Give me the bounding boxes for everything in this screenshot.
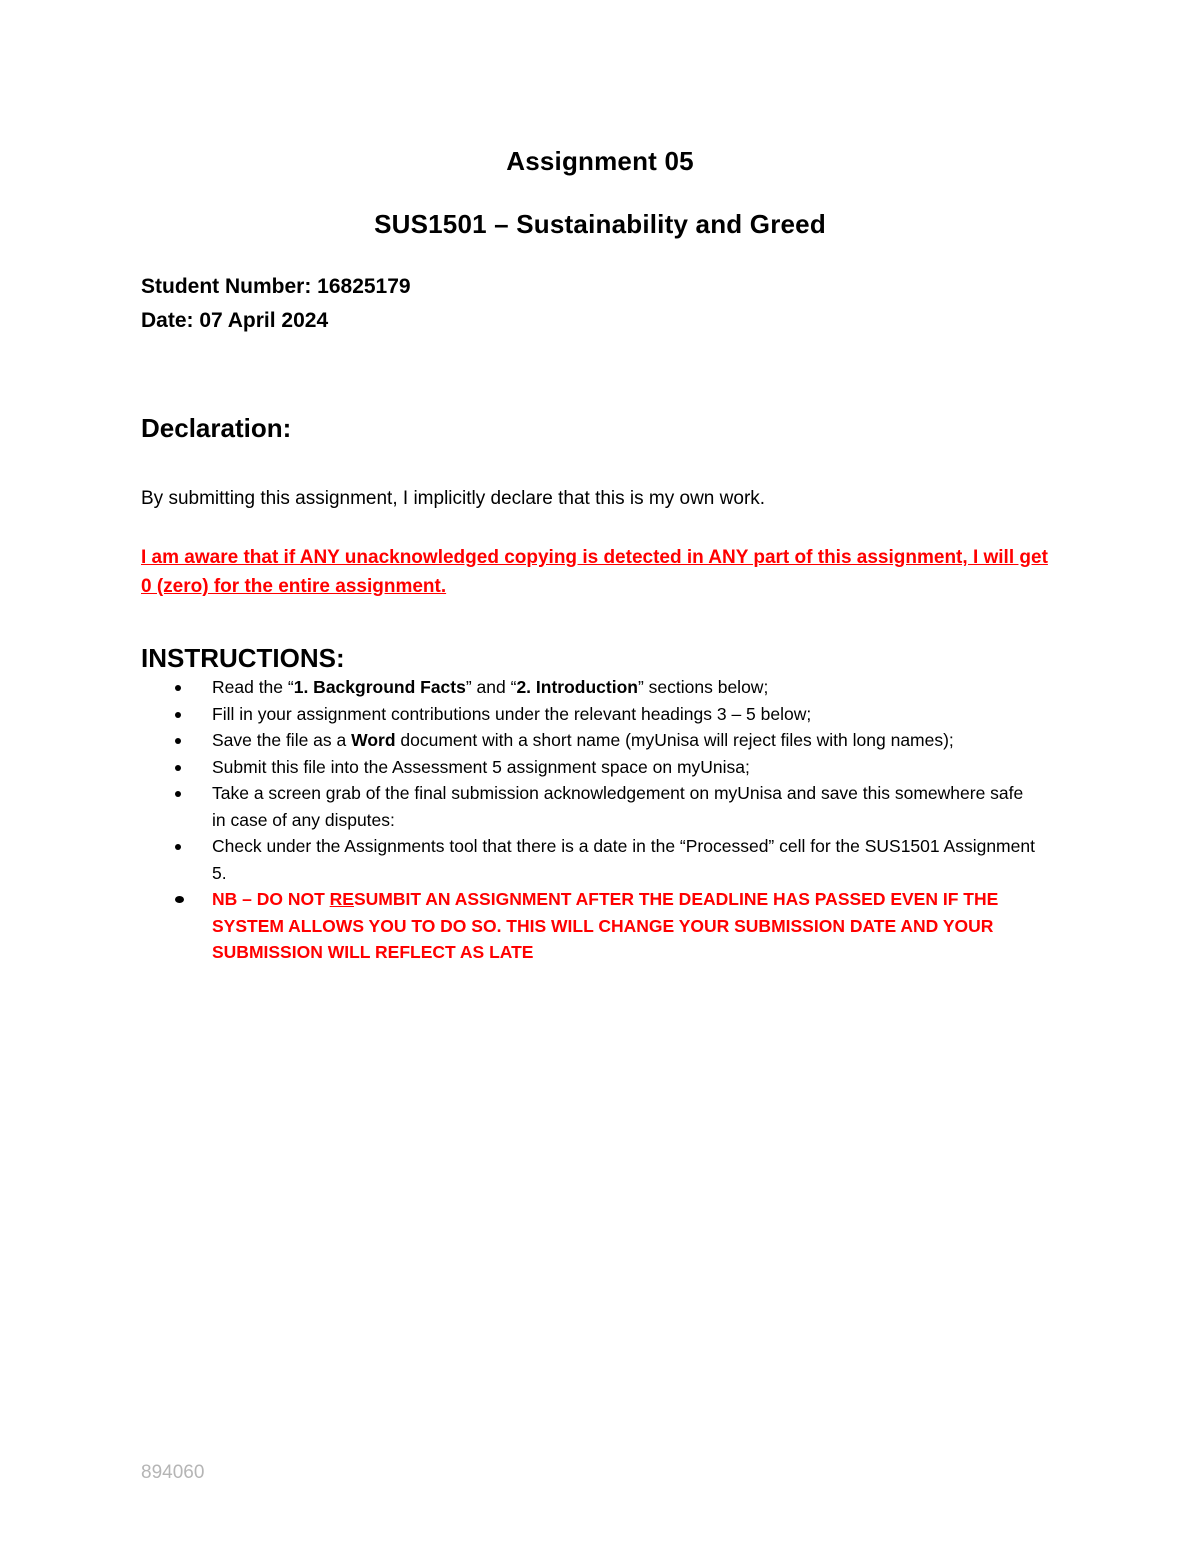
list-item: Check under the Assignments tool that there is a date in the “Processed” cell for the SUS1501 Assignment 5. — [141, 833, 1041, 886]
list-item: Fill in your assignment contributions under the relevant headings 3 – 5 below; — [141, 701, 1041, 728]
bullet-icon — [175, 685, 181, 691]
plagiarism-warning: I am aware that if ANY unacknowledged copying is detected in ANY part of this assignment, I will get 0 (zero) for the entire assignment. — [141, 547, 1048, 597]
document-id-footer: 894060 — [141, 1462, 205, 1483]
declaration-statement: By submitting this assignment, I implicitly declare that this is my own work. — [141, 488, 766, 509]
bullet-icon — [175, 765, 181, 771]
submission-date: Date: 07 April 2024 — [141, 309, 329, 332]
student-number: Student Number: 16825179 — [141, 275, 411, 298]
list-item-warning: NB – DO NOT RESUMBIT AN ASSIGNMENT AFTER THE DEADLINE HAS PASSED EVEN IF THE SYSTEM ALLOWS YOU TO DO SO. THIS WILL CHANGE YOUR SUBMISSION DATE AND YOUR SUBMISSION WILL REFLECT AS LATE — [141, 886, 1041, 966]
list-item: Save the file as a Word document with a short name (myUnisa will reject files with long names); — [141, 727, 1041, 754]
bullet-icon — [175, 791, 181, 797]
bullet-icon — [175, 844, 181, 850]
instructions-list — [141, 674, 1041, 966]
bullet-icon — [175, 738, 181, 744]
instructions-heading: INSTRUCTIONS: — [141, 643, 345, 673]
bullet-icon — [175, 896, 184, 903]
list-item: Submit this file into the Assessment 5 assignment space on myUnisa; — [141, 754, 1041, 781]
course-title: SUS1501 – Sustainability and Greed — [374, 209, 826, 239]
declaration-heading: Declaration: — [141, 413, 292, 443]
bullet-icon — [175, 712, 181, 718]
list-item: Read the “1. Background Facts” and “2. Introduction” sections below; — [141, 674, 1041, 701]
page-title: Assignment 05 — [506, 146, 694, 176]
list-item: Take a screen grab of the final submission acknowledgement on myUnisa and save this somewhere safe in case of any disputes: — [141, 780, 1041, 833]
